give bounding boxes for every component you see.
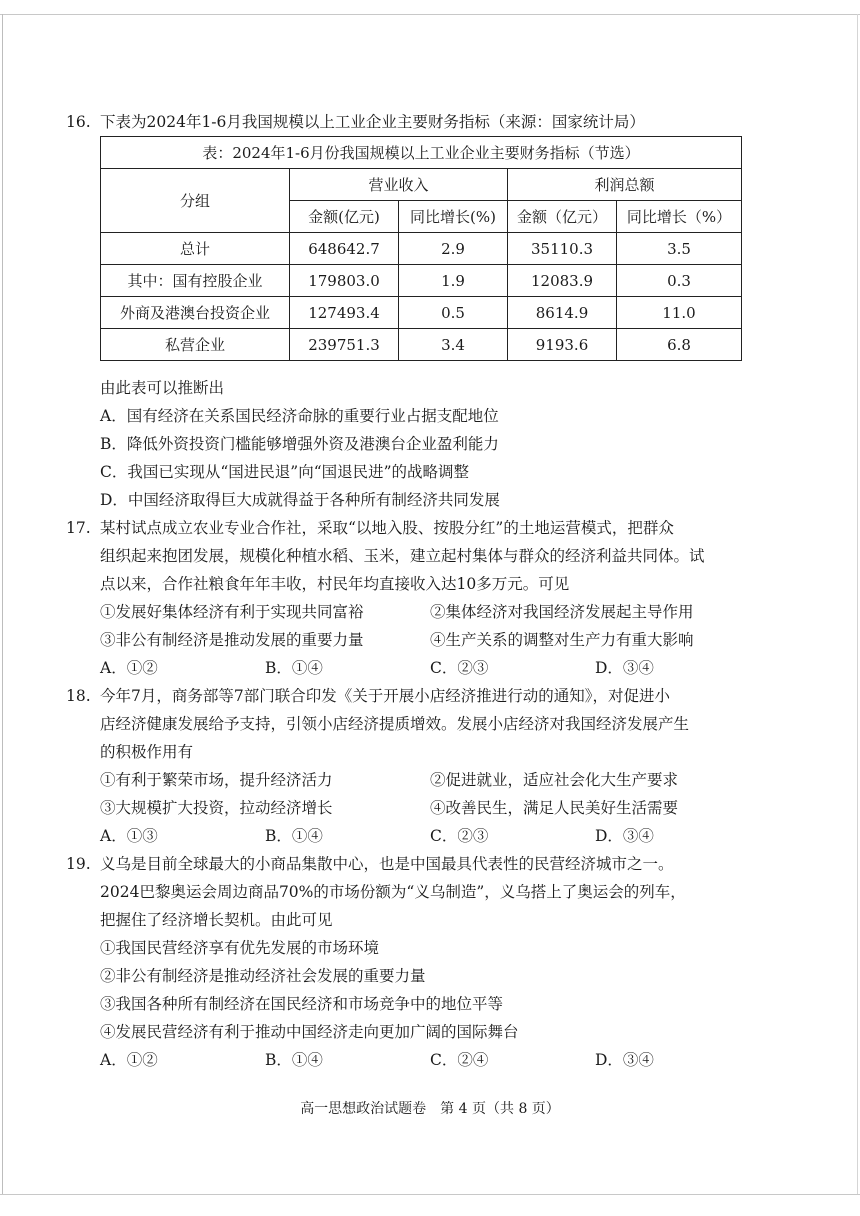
row-group: 其中：国有控股企业	[101, 265, 290, 297]
q16-stem-line	[66, 108, 766, 136]
q19-choice-d[interactable]: D．③④	[595, 1051, 654, 1069]
table-caption: 表：2024年1-6月份我国规模以上工业企业主要财务指标（节选）	[101, 137, 742, 169]
profit-amount-header: 金额（亿元）	[508, 201, 617, 233]
q16-option-b[interactable]: B．降低外资投资门槛能够增强外资及港澳台企业盈利能力	[100, 435, 499, 453]
q16-number: 16.	[66, 113, 91, 131]
q19-item-3: ③我国各种所有制经济在国民经济和市场竞争中的地位平等	[100, 995, 504, 1013]
row-revenue: 239751.3	[290, 329, 399, 361]
scan-border-left	[2, 14, 3, 1194]
q17-choice-b[interactable]: B．①④	[265, 659, 323, 677]
q19-choice-c[interactable]: C．②④	[430, 1051, 489, 1069]
q19-item-1: ①我国民营经济享有优先发展的市场环境	[100, 939, 380, 957]
q17-items-row-1	[66, 598, 766, 626]
revenue-growth-header: 同比增长(%)	[399, 201, 508, 233]
q17-choices	[66, 654, 766, 682]
row-profit-growth: 11.0	[617, 297, 742, 329]
q19-number: 19.	[66, 855, 91, 873]
row-revenue-growth: 1.9	[399, 265, 508, 297]
row-revenue-growth: 0.5	[399, 297, 508, 329]
q18-choice-a[interactable]: A．①③	[100, 827, 158, 845]
row-profit-growth: 3.5	[617, 233, 742, 265]
scan-border-bottom	[0, 1194, 860, 1195]
revenue-amount-header: 金额(亿元)	[290, 201, 399, 233]
q17-items-row-2	[66, 626, 766, 654]
q18-items-row-1	[66, 766, 766, 794]
q17-item-4: ④生产关系的调整对生产力有重大影响	[430, 631, 694, 649]
q18-stem-line-1	[66, 682, 766, 710]
row-revenue-growth: 2.9	[399, 233, 508, 265]
q18-item-2: ②促进就业，适应社会化大生产要求	[430, 771, 679, 789]
scan-border-right	[857, 14, 858, 1194]
q17-stem-line-1	[66, 514, 766, 542]
row-revenue: 648642.7	[290, 233, 399, 265]
row-group: 总计	[101, 233, 290, 265]
q19-choices	[66, 1046, 766, 1074]
q19-stem-line-1	[66, 850, 766, 878]
row-profit-growth: 6.8	[617, 329, 742, 361]
q19-choice-b[interactable]: B．①④	[265, 1051, 323, 1069]
q17-choice-a[interactable]: A．①②	[100, 659, 158, 677]
q17-stem-3: 点以来，合作社粮食年年丰收，村民年均直接收入达10多万元。可见	[100, 575, 570, 593]
table-row	[101, 329, 742, 361]
q18-item-4: ④改善民生，满足人民美好生活需要	[430, 799, 679, 817]
q19-choice-a[interactable]: A．①②	[100, 1051, 158, 1069]
group-header: 分组	[101, 169, 290, 233]
q16-option-c[interactable]: C．我国已实现从“国进民退”向“国退民进”的战略调整	[100, 463, 470, 481]
q18-choice-d[interactable]: D．③④	[595, 827, 654, 845]
q16-stem: 下表为2024年1-6月我国规模以上工业企业主要财务指标（来源：国家统计局）	[100, 113, 645, 131]
q17-stem-1: 某村试点成立农业专业合作社，采取“以地入股、按股分红”的土地运营模式，把群众	[100, 519, 674, 537]
table-row	[101, 297, 742, 329]
q19-stem-2: 2024巴黎奥运会周边商品70%的市场份额为“义乌制造”，义乌搭上了奥运会的列车，	[100, 883, 686, 901]
q18-choices	[66, 822, 766, 850]
page-footer: 高一思想政治试题卷 第 4 页（共 8 页）	[300, 1101, 560, 1117]
q18-stem-1: 今年7月，商务部等7部门联合印发《关于开展小店经济推进行动的通知》，对促进小	[100, 687, 670, 705]
row-profit: 35110.3	[508, 233, 617, 265]
q18-number: 18.	[66, 687, 91, 705]
row-profit: 9193.6	[508, 329, 617, 361]
q17-number: 17.	[66, 519, 91, 537]
row-revenue-growth: 3.4	[399, 329, 508, 361]
q17-choice-d[interactable]: D．③④	[595, 659, 654, 677]
row-group: 外商及港澳台投资企业	[101, 297, 290, 329]
q18-stem-3: 的积极作用有	[100, 743, 194, 761]
q19-stem-1: 义乌是目前全球最大的小商品集散中心，也是中国最具代表性的民营经济城市之一。	[100, 855, 674, 873]
q19-item-2: ②非公有制经济是推动经济社会发展的重要力量	[100, 967, 426, 985]
q18-stem-2: 店经济健康发展给予支持，引领小店经济提质增效。发展小店经济对我国经济发展产生	[100, 715, 690, 733]
q18-item-1: ①有利于繁荣市场，提升经济活力	[100, 771, 333, 789]
q17-item-3: ③非公有制经济是推动发展的重要力量	[100, 631, 364, 649]
q17-choice-c[interactable]: C．②③	[430, 659, 489, 677]
profit-growth-header: 同比增长（%）	[617, 201, 742, 233]
row-profit: 8614.9	[508, 297, 617, 329]
row-profit: 12083.9	[508, 265, 617, 297]
scan-border-top	[0, 14, 860, 15]
financial-indicators-table	[100, 136, 742, 361]
row-group: 私营企业	[101, 329, 290, 361]
q16-option-d[interactable]: D．中国经济取得巨大成就得益于各种所有制经济共同发展	[100, 491, 500, 509]
q16-option-a[interactable]: A．国有经济在关系国民经济命脉的重要行业占据支配地位	[100, 407, 499, 425]
q19-stem-3: 把握住了经济增长契机。由此可见	[100, 911, 333, 929]
revenue-header: 营业收入	[290, 169, 508, 201]
q19-item-4: ④发展民营经济有利于推动中国经济走向更加广阔的国际舞台	[100, 1023, 519, 1041]
q17-stem-2: 组织起来抱团发展，规模化种植水稻、玉米，建立起村集体与群众的经济利益共同体。试	[100, 547, 705, 565]
q18-choice-c[interactable]: C．②③	[430, 827, 489, 845]
q18-choice-b[interactable]: B．①④	[265, 827, 323, 845]
q16-prompt: 由此表可以推断出	[100, 379, 225, 397]
q18-item-3: ③大规模扩大投资，拉动经济增长	[100, 799, 333, 817]
q17-item-2: ②集体经济对我国经济发展起主导作用	[430, 603, 694, 621]
row-revenue: 179803.0	[290, 265, 399, 297]
q17-item-1: ①发展好集体经济有利于实现共同富裕	[100, 603, 364, 621]
profit-header: 利润总额	[508, 169, 742, 201]
table-row	[101, 265, 742, 297]
row-revenue: 127493.4	[290, 297, 399, 329]
q18-items-row-2	[66, 794, 766, 822]
row-profit-growth: 0.3	[617, 265, 742, 297]
table-row	[101, 233, 742, 265]
